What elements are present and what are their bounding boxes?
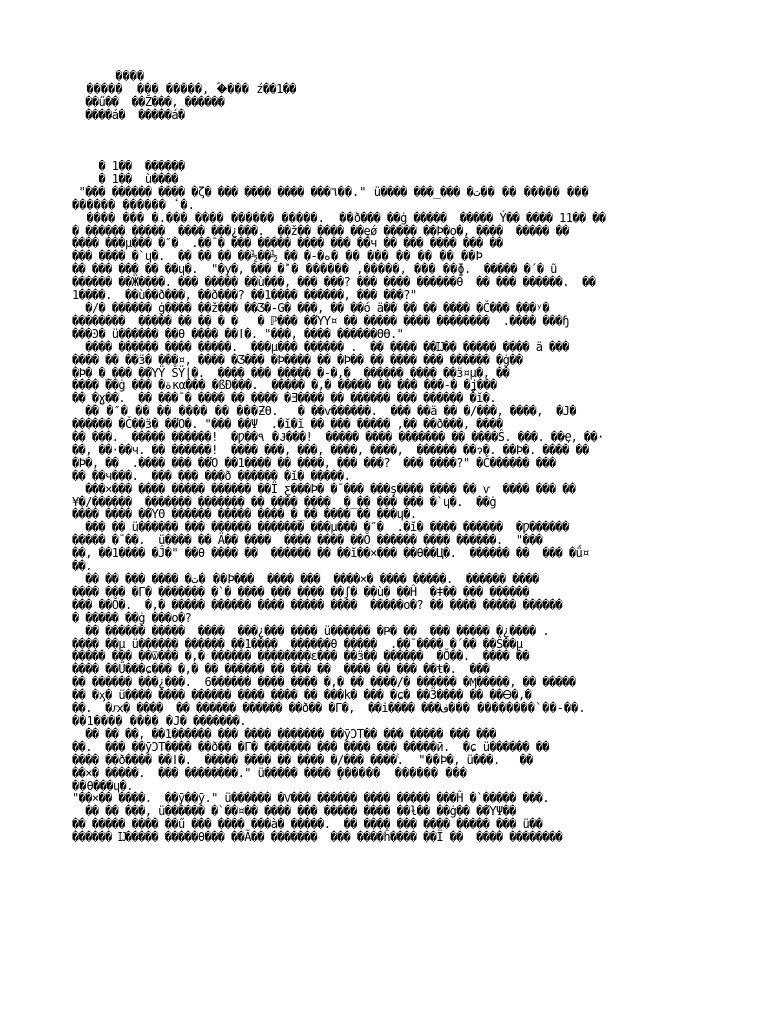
document-header: ���� ����� ��� �����, �ؐ��� ź��1�� ��ű�� ��Ž���, ������ ����á� �����á� bbox=[85, 70, 296, 122]
document-body: � 1�� ������ � 1�� ù���� "��� ������ ���� �ζ� ��� ���� ���� ���٦��." ü���� ���_��� �ت�� �� ����� ��� ������ ������ ٴ�. ���� ��� �.��� ���� ������ �����. ��ð��� ��ġ ����� ����� Ý�� ���� 11�� �� � ������ ����� ���� ���¿���. ��ž�� ���� ��ęǿ ����� ��Þ�ο�, ���� ����� �� ���� ���µ��� �″� .��¯� ��� ����� ���� ��� ��ч �� ��� ���� ��� �� ��� ���� �`ɥ�. �� �� �� ��½��½ �� �-�ه� �� ��� �� �� �� ��Þ �� ��� ��� �� ��ɥ�. "�у�, ��� �ؕ� ������ ,�����, ��� ��ɸ. ����� �´� ũ ������ ��Ӝ����. ��� ����� ��ù���, ��� ���? ��� ���� ������θ �� ��� ������. �� 1����. ��ù��ð���, ��ð���? ��1���� ������, ��� ���?" �/� ������ ġ���� ��ž��� ��Ʒ�-G� ���, �� ��ó ä�� �� �� ���� �Č��� ���ʸ� �������� ����� �� �� � � � ℙ��� ��ΎΥ¤ �� ����� ���� �������� .���� ���ɧ ���Ͽ� ü������ ��θ ���� ��ǀ�. "���, ���� ������ӨӨ." ���� ������ ���� �����. ���µ��� ������ . �� ���� ��Ĳ�� ����� ���� ä ��� ���� �� ��ӟ� ���¤, ���� �Ʒ��� �Ϸ���� �� �Ϸ�� �� ���� ��� ������ �ġ�� �Ϸ� �_��� ��ΎŸ ŠŸ|�. ���� ��� ����� �-�,� ������ ���� ��ӟ¤µ�, �� ���� ��ġ ��� �ةκα��� �ßÐ���. ����� �,� ����� �� ��� ���-� �ʝ��� �� �ɣ��. �� ���¯� ���� �� ���� �Ǝ���� �� ������ ��� ������ �ĭ�. �ࣖ� �″� �� �� ���� �� ���ƵӨ. � ��ѵ������. ��� ��ä �� �/���, ����, �J� ������ �Č��ӟ� ��Ὁ�. "��� ��Ψ .�ĭ�ĭ �� ��� ����� ,�� ��ð���, ���� �� ���. ����� ������! �Ƿ��٩ �Ɉ���! ����� ���� ������� �� ����Ŝ. ���. ��Ҿ, ��· ��, ��·��ч. �� ������! ���� ���, ���, ����, ����, ������ ��ɂ�. ��Ϸ�. ���� �� �Ϸ�, �� .���� ��� ��Ὁ ��1���� �� ����, ��� ���? ��� ����?" �Č������ ��� �� ��ч���. ��� ��� ���ð ������ �ĭ� �����. ���×��� ���� ����� ������ ��Ϊ ƹ���Þ� �¯��� ���ş���� ���� �� ѵ ���� ��� �� ¥�/������ ������� ������� �� ���� ���� �_�� ��� ��� �`ɥ�. ��ġ ���� ���� ��ΎΘ ������ ����� ���� �_�� ���� �� ���ɥ�. ��� �� ü������ ��� ������ ������� ���µ��� �″� .�ĭ� ���� ������ �Ƿ������ ����� �¯��. ü���� �� Ä�� ���� ���� ���� ��Ŏ ������ ���� ������. "��� ��, ��1���� �Ĵ�" ��θ ���� �� ������ �� ��ĭ��×��� ��θ��Ц�. ������ �� ��� �ǘ¤ ��. �� �� ��� ���� �ت� ��Ϸ��� ���� ��� ����×� ���� �����. ������ ���� ���� ��� �Γ� ������� �`� ���� ��� ���� ��ʃ� ��ù� ��Ĥ �ǂ�� ��� ������ ��� ��Ŏ�. �,� ����� ������ ���� ����� ���� �����ο�? �� ���� ����� ������ � ����� ��ġ ���ο�? �� ������ ����� ���� ���¿��� ���� ü������ �Ҏ� �� ��� ����� �¿���� . ���� ��µ ü������ ������ ��1���� ������θ ����� .��¯���� �´�� ��Ŝ��µ ����� ��� ��ѿ��� �,� ������ ��������ε��� ��ӟ�� ������ �Ŏ��. ���� �� ���� ��Ű���ɕ��� �,� �� ������ �� ��� �� ���� �� ��� ��ŧ�. ��� �� ������ ���¿���. 6������ ���� ���� �,� �� ����/� ������ �Ӎ�����, �� ����� �� �ӽ� ü���� ���� ������ ���� ���� �� ���k� ��� �ɕ� ��Ӟ���� �� ��Ꮎ�,� ��. �ԕ� ���� �� ������ ������ ��ð�� �Γ�, ��i���� ���ف��� ��������`��-��. ��1���� ���� �J� �������. �� �� ��, ��1������ ��� ���� ������� ��ӯϽΤ�� ��� ����� ��� ��� ��. ��� ��ӯϽΤ���� ��ð�� �Γ� ������� ��� ���� ��� �����ӣ. �ɕ ü������ �� ���� ��ð���� ��ǀ�. ����� ���� �� ���� �/��� ����ࣖ. "��Ϸ�, ü���. �� ��×� �����. ��� ��������." ü����� ���� �ٕ����� ������ ��� ��θ���ɥ�. "��×�� ����. ��ӯ��ӯ." ü������ �Ѵ��� ������ ���� ����� ���Ĥ �`����� ���. �� �� ���, ü������ �`��¤�� ���� ��� ����� ���� ��ƚ�� ��ġ�� ��ΎΨ�� �� ����� ���� ��ű ��� ���� ���à� �����. �� ���� ��� ���� ����� ��� ü�� ������ Ĳ����� �����θ��� ��Ă�� ������� ��� ����ĥ���� ��Ϊ �� ���� �������� bbox=[72, 160, 606, 845]
